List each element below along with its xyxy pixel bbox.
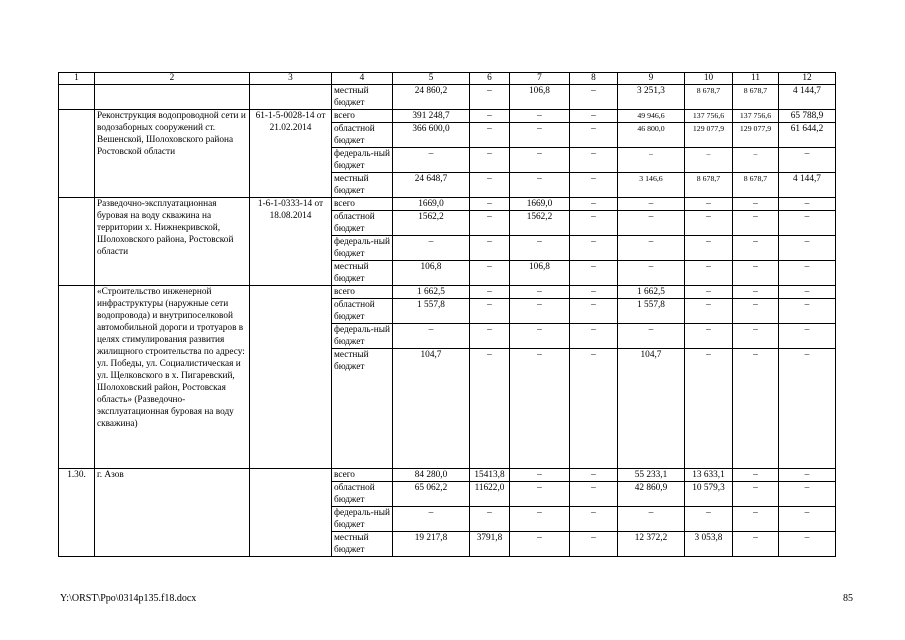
table-cell: 1 662,5: [618, 286, 685, 299]
table-cell: местный бюджет: [332, 85, 393, 110]
table-cell: местный бюджет: [332, 532, 393, 557]
table-cell: 106,8: [510, 261, 570, 286]
table-cell: 42 860,9: [618, 482, 685, 507]
column-header: 1: [59, 73, 95, 85]
column-header: 7: [510, 73, 570, 85]
column-header: 11: [733, 73, 779, 85]
table-cell: 13 633,1: [685, 469, 733, 482]
table-cell: 1 557,8: [618, 299, 685, 324]
table-cell: –: [470, 299, 510, 324]
table-cell: 19 217,8: [393, 532, 470, 557]
table-cell: 46 800,0: [618, 123, 685, 148]
table-cell: федераль-ный бюджет: [332, 236, 393, 261]
table-cell: всего: [332, 469, 393, 482]
table-cell: –: [570, 532, 618, 557]
column-header: 10: [685, 73, 733, 85]
registration-number: 61-1-5-0028-14 от 21.02.2014: [250, 110, 332, 198]
table-cell: –: [510, 299, 570, 324]
table-cell: –: [510, 236, 570, 261]
table-cell: –: [779, 148, 836, 173]
column-header: 5: [393, 73, 470, 85]
object-name: Разведочно-эксплуатационная буровая на воду скважина на территории х. Нижнекривской, Шолоховского района, Ростовской области: [95, 198, 250, 286]
table-cell: –: [570, 211, 618, 236]
table-cell: –: [570, 261, 618, 286]
table-cell: федераль-ный бюджет: [332, 148, 393, 173]
table-cell: 129 077,9: [733, 123, 779, 148]
table-cell: 366 600,0: [393, 123, 470, 148]
object-name: «Строительство инженерной инфраструктуры (наружные сети водопровода) и внутрипоселковой автомобильной дороги и тротуаров в целях стимулирования развития жилищного строительства по адресу: ул. Победы, ул. Социалистическая и ул. Щелковского в х. Пигаревский, Шолоховский район, Ростовская область» (Разведочно-эксплуатационная буровая на воду скважина): [95, 286, 250, 469]
table-cell: –: [510, 148, 570, 173]
registration-number: 1-6-1-0333-14 от 18.08.2014: [250, 198, 332, 286]
table-cell: –: [779, 198, 836, 211]
table-cell: 1669,0: [393, 198, 470, 211]
table-cell: –: [570, 482, 618, 507]
table-cell: местный бюджет: [332, 261, 393, 286]
table-cell: 1562,2: [510, 211, 570, 236]
table-cell: областной бюджет: [332, 482, 393, 507]
table-cell: –: [733, 286, 779, 299]
table-cell: областной бюджет: [332, 299, 393, 324]
table-cell: –: [393, 324, 470, 349]
table-cell: –: [470, 110, 510, 123]
table-cell: областной бюджет: [332, 211, 393, 236]
table-cell: –: [733, 324, 779, 349]
table-cell: 3 251,3: [618, 85, 685, 110]
table-cell: –: [685, 261, 733, 286]
table-cell: 8 678,7: [733, 173, 779, 198]
header-row: [59, 73, 836, 85]
table-cell: –: [470, 261, 510, 286]
registration-number: [250, 469, 332, 557]
table-cell: –: [510, 324, 570, 349]
table-cell: –: [779, 349, 836, 469]
table-cell: –: [779, 261, 836, 286]
table-cell: [59, 286, 95, 469]
table-cell: местный бюджет: [332, 349, 393, 469]
table-cell: областной бюджет: [332, 123, 393, 148]
table-cell: –: [685, 236, 733, 261]
table-cell: –: [393, 148, 470, 173]
table-cell: –: [618, 198, 685, 211]
table-cell: –: [618, 507, 685, 532]
table-cell: –: [570, 110, 618, 123]
table-cell: 61 644,2: [779, 123, 836, 148]
table-cell: –: [779, 299, 836, 324]
table-cell: 104,7: [618, 349, 685, 469]
table-cell: –: [470, 85, 510, 110]
table-cell: –: [510, 482, 570, 507]
table-cell: [95, 85, 250, 110]
table-cell: –: [510, 532, 570, 557]
table-cell: 1.30.: [59, 469, 95, 557]
table-cell: 4 144,7: [779, 173, 836, 198]
table-cell: –: [733, 507, 779, 532]
table-cell: 4 144,7: [779, 85, 836, 110]
table-cell: –: [733, 469, 779, 482]
table-cell: всего: [332, 286, 393, 299]
table-cell: 104,7: [393, 349, 470, 469]
footer-page-number: 85: [843, 593, 853, 604]
table-cell: –: [510, 123, 570, 148]
table-cell: –: [470, 349, 510, 469]
table-cell: 8 678,7: [685, 173, 733, 198]
table-cell: 106,8: [393, 261, 470, 286]
table-cell: –: [570, 236, 618, 261]
table-row: [59, 85, 836, 110]
table-cell: [59, 85, 95, 110]
table-cell: –: [779, 532, 836, 557]
table-cell: –: [618, 211, 685, 236]
object-name: Реконструкция водопроводной сети и водозаборных сооружений ст. Вешенской, Шолоховского района Ростовской области: [95, 110, 250, 198]
table-cell: [59, 198, 95, 286]
column-header: 4: [332, 73, 393, 85]
table-row: [59, 110, 836, 123]
table-cell: 11622,0: [470, 482, 510, 507]
table-cell: –: [470, 198, 510, 211]
table-cell: [250, 85, 332, 110]
footer-file-path: Y:\ORST\Ppo\0314p135.f18.docx: [60, 593, 197, 604]
table-cell: –: [733, 148, 779, 173]
table-cell: 49 946,6: [618, 110, 685, 123]
table-cell: 65 062,2: [393, 482, 470, 507]
table-cell: –: [685, 148, 733, 173]
table-cell: всего: [332, 198, 393, 211]
table-cell: –: [685, 299, 733, 324]
table-cell: местный бюджет: [332, 173, 393, 198]
table-cell: –: [733, 482, 779, 507]
table-cell: 84 280,0: [393, 469, 470, 482]
registration-number: [250, 286, 332, 469]
table-cell: –: [393, 507, 470, 532]
table-cell: –: [733, 532, 779, 557]
table-cell: –: [733, 299, 779, 324]
table-cell: 24 860,2: [393, 85, 470, 110]
table-cell: –: [570, 123, 618, 148]
column-header: 3: [250, 73, 332, 85]
table-cell: –: [470, 286, 510, 299]
table-cell: 137 756,6: [733, 110, 779, 123]
object-name: г. Азов: [95, 469, 250, 557]
table-cell: 1669,0: [510, 198, 570, 211]
table-cell: –: [510, 507, 570, 532]
table-cell: –: [685, 349, 733, 469]
table-cell: –: [510, 173, 570, 198]
table-cell: –: [510, 286, 570, 299]
table-cell: 106,8: [510, 85, 570, 110]
column-header: 6: [470, 73, 510, 85]
table-cell: 3 146,6: [618, 173, 685, 198]
table-cell: федераль-ный бюджет: [332, 324, 393, 349]
table-row: [59, 286, 836, 299]
table-cell: –: [779, 482, 836, 507]
table-cell: 24 648,7: [393, 173, 470, 198]
table-cell: 129 077,9: [685, 123, 733, 148]
table-cell: –: [570, 173, 618, 198]
table-cell: 8 678,7: [733, 85, 779, 110]
table-cell: 10 579,3: [685, 482, 733, 507]
table-cell: –: [470, 507, 510, 532]
table-cell: –: [685, 324, 733, 349]
table-cell: –: [570, 324, 618, 349]
table-cell: –: [393, 236, 470, 261]
table-cell: –: [779, 507, 836, 532]
table-cell: –: [570, 507, 618, 532]
table-cell: –: [570, 286, 618, 299]
table-cell: –: [779, 469, 836, 482]
table-cell: –: [470, 148, 510, 173]
table-cell: –: [510, 469, 570, 482]
table-cell: –: [685, 507, 733, 532]
table-cell: –: [779, 236, 836, 261]
table-cell: –: [570, 349, 618, 469]
table-cell: 8 678,7: [685, 85, 733, 110]
table-cell: –: [733, 236, 779, 261]
table-cell: 391 248,7: [393, 110, 470, 123]
table-cell: –: [570, 148, 618, 173]
table-cell: –: [510, 110, 570, 123]
table-row: [59, 469, 836, 482]
table-cell: –: [685, 198, 733, 211]
table-cell: –: [779, 324, 836, 349]
table-cell: –: [470, 324, 510, 349]
table-cell: [59, 110, 95, 198]
table-cell: –: [570, 85, 618, 110]
table-cell: всего: [332, 110, 393, 123]
table-cell: –: [618, 324, 685, 349]
table-cell: –: [470, 173, 510, 198]
table-cell: 3791,8: [470, 532, 510, 557]
table-row: [59, 198, 836, 211]
table-cell: –: [779, 211, 836, 236]
column-header: 12: [779, 73, 836, 85]
table-cell: 137 756,6: [685, 110, 733, 123]
table-cell: 55 233,1: [618, 469, 685, 482]
table-cell: 12 372,2: [618, 532, 685, 557]
column-header: 8: [570, 73, 618, 85]
table-cell: –: [618, 236, 685, 261]
table-cell: –: [570, 299, 618, 324]
table-cell: –: [779, 286, 836, 299]
table-cell: –: [733, 349, 779, 469]
column-header: 9: [618, 73, 685, 85]
table-cell: –: [470, 211, 510, 236]
table-cell: –: [570, 469, 618, 482]
table-cell: –: [618, 261, 685, 286]
table-cell: –: [733, 261, 779, 286]
table-cell: федераль-ный бюджет: [332, 507, 393, 532]
table-cell: –: [733, 211, 779, 236]
table-cell: –: [618, 148, 685, 173]
column-header: 2: [95, 73, 250, 85]
table-cell: 1 557,8: [393, 299, 470, 324]
table-cell: –: [685, 211, 733, 236]
table-cell: –: [470, 123, 510, 148]
table-cell: 1 662,5: [393, 286, 470, 299]
budget-table: [58, 72, 836, 557]
table-cell: 3 053,8: [685, 532, 733, 557]
table-cell: –: [470, 236, 510, 261]
table-cell: –: [570, 198, 618, 211]
table-cell: –: [733, 198, 779, 211]
table-cell: 65 788,9: [779, 110, 836, 123]
table-cell: 15413,8: [470, 469, 510, 482]
table-cell: –: [510, 349, 570, 469]
table-cell: 1562,2: [393, 211, 470, 236]
table-cell: –: [685, 286, 733, 299]
